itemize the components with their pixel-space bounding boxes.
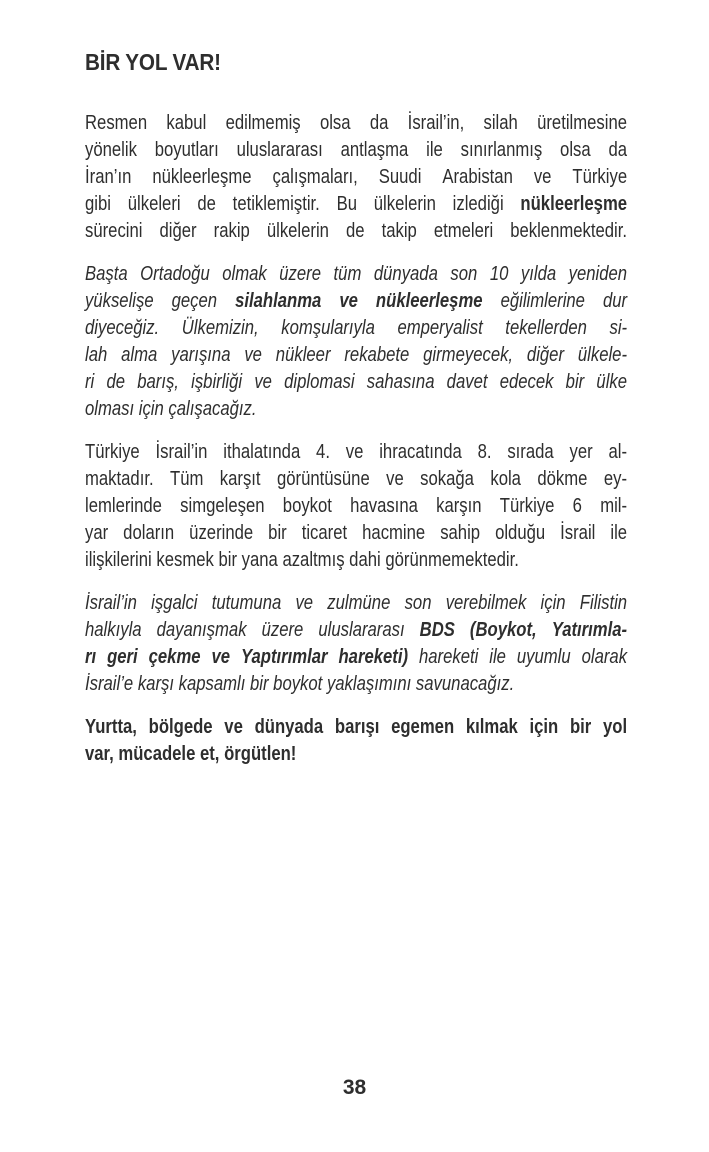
page-number: 38	[342, 1076, 367, 1099]
word: İsrail	[560, 522, 596, 544]
word: sınırlanmış	[460, 139, 543, 161]
word: ülkelerin	[266, 220, 329, 242]
word: zulmüne	[327, 592, 391, 614]
word: üzere	[261, 619, 304, 641]
word: Yatırımla-	[551, 619, 628, 641]
word: İran’ın	[85, 166, 132, 188]
text-column	[85, 50, 627, 784]
word: de	[197, 193, 216, 215]
word: kılmak	[465, 716, 518, 738]
text-line	[85, 396, 627, 423]
word: sahip	[440, 522, 481, 544]
word: takip	[381, 220, 417, 242]
text-line	[85, 714, 627, 741]
paragraph	[85, 590, 627, 698]
word: barışı	[334, 716, 380, 738]
word: uluslararası	[236, 139, 323, 161]
word: diplomasi	[284, 371, 355, 393]
word: yeniden	[568, 263, 628, 285]
word: eğilimlerine	[500, 290, 585, 312]
word: Türkiye	[499, 495, 555, 517]
word: ri	[85, 371, 95, 393]
word: yılda	[520, 263, 557, 285]
text-line	[85, 288, 627, 315]
word: kabul	[166, 112, 207, 134]
word: ve	[295, 592, 314, 614]
word: 4.	[316, 441, 330, 463]
word: ticaret	[301, 522, 348, 544]
word: Türkiye	[85, 441, 140, 463]
paragraph	[85, 714, 627, 768]
word: lemlerinde	[85, 495, 162, 517]
word: de	[106, 371, 126, 393]
word: bölgede	[148, 716, 213, 738]
word: ve	[339, 290, 358, 312]
word: Başta	[85, 263, 128, 285]
word: Yaptırımlar	[241, 646, 328, 668]
word: ile	[426, 139, 443, 161]
word: nükleer	[275, 344, 331, 366]
text-line	[85, 590, 627, 617]
text-segment: ilişkilerini kesmek bir yana azaltmış dahi görünmemektedir.	[85, 549, 519, 571]
word: sokağa	[420, 468, 474, 490]
word: tutumuna	[211, 592, 282, 614]
word: mil-	[600, 495, 628, 517]
word: karşın	[436, 495, 482, 517]
word: emperyalist	[397, 317, 483, 339]
word: yar	[85, 522, 109, 544]
word: yarışına	[171, 344, 231, 366]
text-line	[85, 315, 627, 342]
word: nükleerleşme	[375, 290, 483, 312]
text-line	[85, 369, 627, 396]
word: ihracatında	[379, 441, 462, 463]
word: nükleerleşme	[520, 193, 628, 215]
word: ile	[610, 522, 628, 544]
word: ve	[345, 441, 364, 463]
word: tetiklemiştir.	[232, 193, 320, 215]
word: da	[608, 139, 628, 161]
word: karşıt	[219, 468, 261, 490]
word: ülkele-	[577, 344, 628, 366]
word: BDS	[419, 619, 455, 641]
word: al-	[608, 441, 628, 463]
word: diğer	[159, 220, 197, 242]
word: edilmemiş	[225, 112, 301, 134]
word: Ülkemizin,	[181, 317, 259, 339]
text-line	[85, 164, 627, 191]
paragraph	[85, 439, 627, 574]
word: çalışmaları,	[272, 166, 358, 188]
text-line	[85, 466, 627, 493]
word: olduğu	[495, 522, 546, 544]
text-line	[85, 137, 627, 164]
word: dur	[602, 290, 628, 312]
word: Suudi	[378, 166, 422, 188]
word: sahasına	[366, 371, 435, 393]
word: ve	[533, 166, 552, 188]
word: Ortadoğu	[140, 263, 210, 285]
word: dökme	[537, 468, 588, 490]
word: rakip	[213, 220, 250, 242]
text-line	[85, 741, 627, 768]
word: uluslararası	[318, 619, 405, 641]
word: diğer	[526, 344, 565, 366]
word: silahlanma	[235, 290, 322, 312]
word: bir	[565, 371, 585, 393]
word: tüm	[333, 263, 362, 285]
word: maktadır.	[85, 468, 154, 490]
word: girmeyecek,	[423, 344, 514, 366]
word: Yurtta,	[85, 716, 137, 738]
paragraphs	[85, 110, 627, 768]
word: işbirliği	[191, 371, 243, 393]
text-line	[85, 261, 627, 288]
word: ülkeleri	[127, 193, 181, 215]
word: antlaşma	[340, 139, 409, 161]
word: İsrail’in,	[407, 112, 465, 134]
word: silah	[483, 112, 518, 134]
word: Bu	[336, 193, 357, 215]
word: doların	[123, 522, 175, 544]
text-line	[85, 547, 627, 574]
text-line	[85, 644, 627, 671]
word: si-	[609, 317, 628, 339]
word: dayanışmak	[156, 619, 247, 641]
word: hareketi)	[338, 646, 409, 668]
word: Tüm	[170, 468, 204, 490]
word: geri	[107, 646, 138, 668]
page-title: BİR YOL VAR!	[85, 49, 221, 75]
text-line	[85, 493, 627, 520]
word: simgeleşen	[180, 495, 265, 517]
word: ithalatında	[223, 441, 301, 463]
word: havasına	[350, 495, 418, 517]
word: gibi	[85, 193, 111, 215]
word: egemen	[391, 716, 455, 738]
text-line	[85, 342, 627, 369]
word: yol	[602, 716, 628, 738]
word: geçen	[171, 290, 218, 312]
word: Resmen	[85, 112, 148, 134]
word: 10	[489, 263, 509, 285]
word: için	[529, 716, 559, 738]
text-line	[85, 218, 627, 245]
word: ülkelerin	[373, 193, 436, 215]
word: çekme	[148, 646, 201, 668]
text-line	[85, 191, 627, 218]
word: işgalci	[151, 592, 198, 614]
word: Filistin	[579, 592, 628, 614]
word: bir	[569, 716, 592, 738]
paragraph	[85, 110, 627, 245]
word: ve	[254, 371, 272, 393]
text-line	[85, 520, 627, 547]
word: sürecini	[85, 220, 143, 242]
word: boyutları	[154, 139, 219, 161]
word: barış,	[137, 371, 179, 393]
word: komşularıyla	[281, 317, 375, 339]
word: son	[404, 592, 432, 614]
word: etmeleri	[433, 220, 494, 242]
word: görüntüsüne	[276, 468, 370, 490]
text-line	[85, 617, 627, 644]
word: Arabistan	[442, 166, 513, 188]
word: tekellerden	[505, 317, 587, 339]
text-segment: olması için çalışacağız.	[85, 398, 257, 420]
word: de	[345, 220, 365, 242]
word: davet	[446, 371, 488, 393]
text-line	[85, 671, 627, 698]
word: dünyada	[373, 263, 438, 285]
text-segment: var, mücadele et, örgütlen!	[85, 743, 297, 765]
word: kola	[490, 468, 521, 490]
text-segment: İsrail’e karşı kapsamlı bir boykot yaklaşımını savunacağız.	[85, 673, 515, 695]
word: ve	[224, 716, 243, 738]
word: edecek	[499, 371, 554, 393]
word: ülke	[596, 371, 628, 393]
word: boykot	[282, 495, 332, 517]
word: bir	[268, 522, 287, 544]
word: alma	[121, 344, 158, 366]
word: (Boykot,	[469, 619, 537, 641]
paragraph	[85, 261, 627, 423]
word: lah	[85, 344, 108, 366]
text-line	[85, 439, 627, 466]
word: İsrail’in	[85, 592, 137, 614]
word: sırada	[507, 441, 554, 463]
word: diyeceğiz.	[85, 317, 160, 339]
word: üretilmesine	[537, 112, 628, 134]
word: olarak	[581, 646, 628, 668]
word: hacmine	[362, 522, 426, 544]
word: Türkiye	[572, 166, 628, 188]
word: halkıyla	[85, 619, 142, 641]
word: ve	[386, 468, 404, 490]
word: uyumlu	[516, 646, 571, 668]
word: 6	[572, 495, 582, 517]
word: ve	[211, 646, 231, 668]
word: beklenmektedir.	[510, 220, 628, 242]
word: hareketi	[418, 646, 479, 668]
word: yönelik	[85, 139, 137, 161]
word: olmak	[222, 263, 267, 285]
word: İsrail’in	[155, 441, 208, 463]
word: için	[540, 592, 566, 614]
word: verebilmek	[445, 592, 527, 614]
text-line	[85, 110, 627, 137]
word: da	[369, 112, 389, 134]
word: üzere	[279, 263, 322, 285]
word: izlediği	[452, 193, 504, 215]
word: üzerinde	[189, 522, 254, 544]
word: dünyada	[254, 716, 324, 738]
word: yükselişe	[85, 290, 154, 312]
word: yer	[569, 441, 593, 463]
word: olsa	[319, 112, 351, 134]
word: ey-	[603, 468, 628, 490]
word: ile	[489, 646, 506, 668]
word: ve	[244, 344, 262, 366]
word: nükleerleşme	[152, 166, 252, 188]
word: olsa	[560, 139, 591, 161]
word: son	[450, 263, 478, 285]
word: rekabete	[344, 344, 410, 366]
word: rı	[85, 646, 97, 668]
word: 8.	[477, 441, 492, 463]
